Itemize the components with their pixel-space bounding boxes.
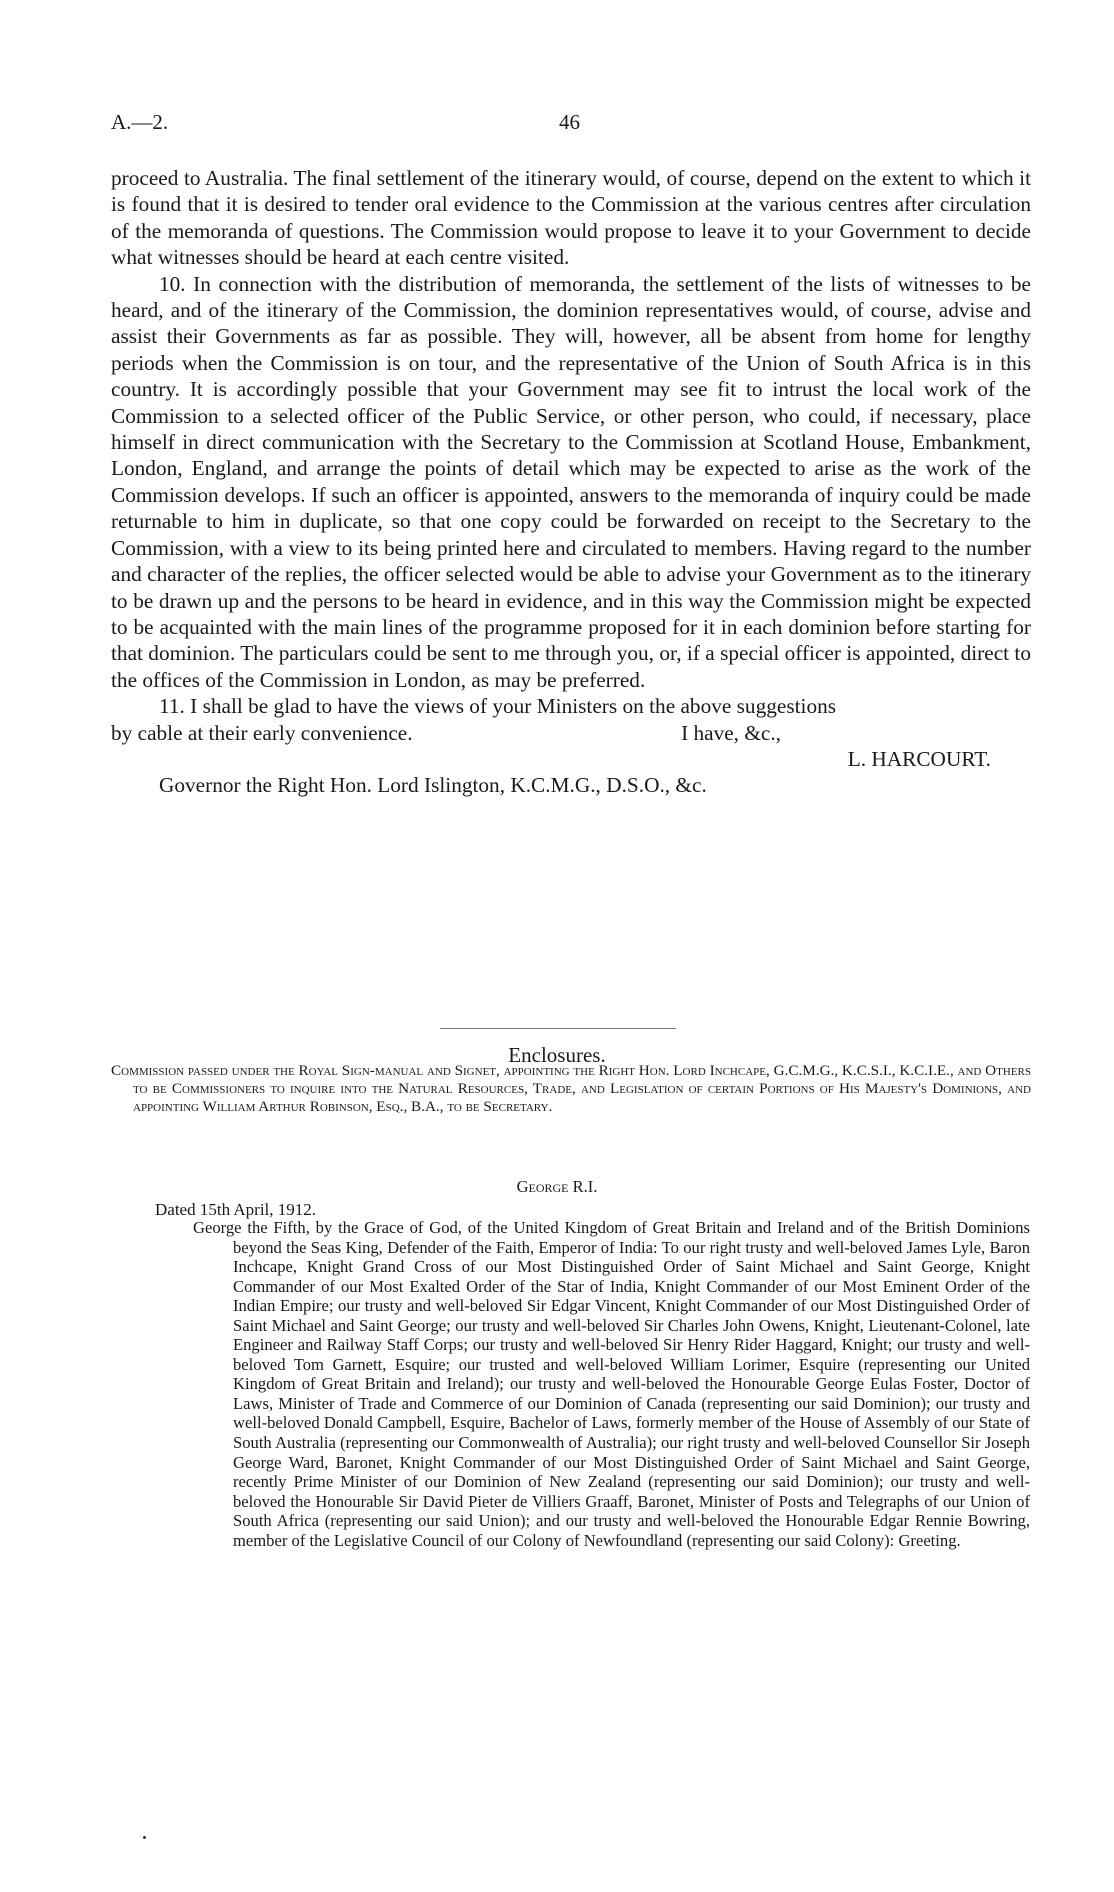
addressee: Governor the Right Hon. Lord Islington, K.C.M.G., D.S.O., &c. [159,773,707,798]
paragraph-continuation: proceed to Australia. The final settlement of the itinerary would, of course, depend on the extent to which it is found that it is desired to tender oral evidence to the Commission at the various centres after circulation of the memoranda of questions. The Commission would propose to leave it to your Government to decide what witnesses should be heard at each centre visited. [111,166,1031,270]
letter-body [111,165,1031,799]
enclosures-heading: Enclosures. [508,1043,606,1067]
closing-formula: I have, &c., [681,720,781,745]
paragraph-11-line-2: by cable at their early convenience. [111,720,413,745]
signature: L. HARCOURT. [847,746,991,771]
section-divider [440,1028,676,1029]
page-header [111,110,1031,140]
paper-reference: A.—2. [111,110,169,134]
dated-line: Dated 15th April, 1912. [155,1200,317,1219]
page-number: 46 [559,110,580,134]
margin-mark [143,1836,146,1839]
proclamation [193,1218,1030,1550]
paragraph-11-closing-line [111,720,1031,746]
paragraph-10: 10. In connection with the distribution of memoranda, the settlement of the lists of witnesses to be heard, and of the itinerary of the Commission, the dominion representatives would, of course, advise and assist their Governments as far as possible. They will, however, all be absent from home for lengthy periods when the Commission is on tour, and the representative of the Union of South Africa is in this country. It is accordingly possible that your Government may see fit to intrust the local work of the Commission to a selected officer of the Public Service, or other person, who could, if necessary, place himself in direct communication with the Secretary to the Commission at Scotland House, Embankment, London, England, and arrange the points of detail which may be expected to arise as the work of the Commission develops. If such an officer is appointed, answers to the memoranda of inquiry could be made returnable to him in duplicate, so that one copy could be forwarded on receipt to the Secretary to the Commission, with a view to its being printed here and circulated to members. Having regard to the number and character of the replies, the officer selected would be able to advise your Government as to the itinerary to be drawn up and the persons to be heard in evidence, and in this way the Commission might be expected to be acquainted with the main lines of the programme proposed for it in each dominion before starting for that dominion. The particulars could be sent to me through you, or, if a special officer is appointed, direct to the offices of the Commission in London, as may be preferred. [111,271,1031,692]
commission-title-text: Commission passed under the Royal Sign-manual and Signet, appointing the Right Hon. Lord Inchcape, G.C.M.G., K.C.S.I., K.C.I.E., and Others to be Commissioners to inquire into the Natural Resources, Trade, and Legislation of certain Portions of His Majesty's Dominions, and appointing William Arthur Robinson, Esq., B.A., to be Secretary. [111,1062,1031,1115]
commission-title [111,1062,1031,1116]
paragraph-11-line-1: 11. I shall be glad to have the views of your Ministers on the above suggestions [159,694,837,719]
proclamation-text: George the Fifth, by the Grace of God, of the United Kingdom of Great Britain and Ireland and of the British Dominions beyond the Seas King, Defender of the Faith, Emperor of India: To our right trusty and well-beloved James Lyle, Baron Inchcape, Knight Grand Cross of our Most Distinguished Order of Saint Michael and Saint George, Knight Commander of our Most Exalted Order of the Star of India, Knight Commander of our Most Eminent Order of the Indian Empire; our trusty and well-beloved Sir Edgar Vincent, Knight Commander of our Most Distinguished Order of Saint Michael and Saint George; our trusty and well-beloved Sir Charles John Owens, Knight, Lieutenant-Colonel, late Engineer and Railway Staff Corps; our trusty and well-beloved Sir Henry Rider Haggard, Knight; our trusty and well-beloved Tom Garnett, Esquire; our trusted and well-beloved William Lorimer, Esquire (representing our United Kingdom of Great Britain and Ireland); our trusty and well-beloved the Honourable George Eulas Foster, Doctor of Laws, Minister of Trade and Commerce of our Dominion of Canada (representing our said Dominion); our trusty and well-beloved Donald Campbell, Esquire, Bachelor of Laws, formerly member of the House of Assembly of our State of South Australia (representing our Commonwealth of Australia); our right trusty and well-beloved Counsellor Sir Joseph George Ward, Baronet, Knight Commander of our Most Distinguished Order of Saint Michael and Saint George, recently Prime Minister of our Dominion of New Zealand (representing our said Dominion); our trusty and well-beloved the Honourable Sir David Pieter de Villiers Graaff, Baronet, Minister of Posts and Telegraphs of our Union of South Africa (representing our said Union); and our trusty and well-beloved the Honourable Edgar Rennie Bowring, member of the Legislative Council of our Colony of Newfoundland (representing our said Colony): Greeting. [193,1218,1030,1550]
monarch-signature: George R.I. [516,1177,598,1196]
